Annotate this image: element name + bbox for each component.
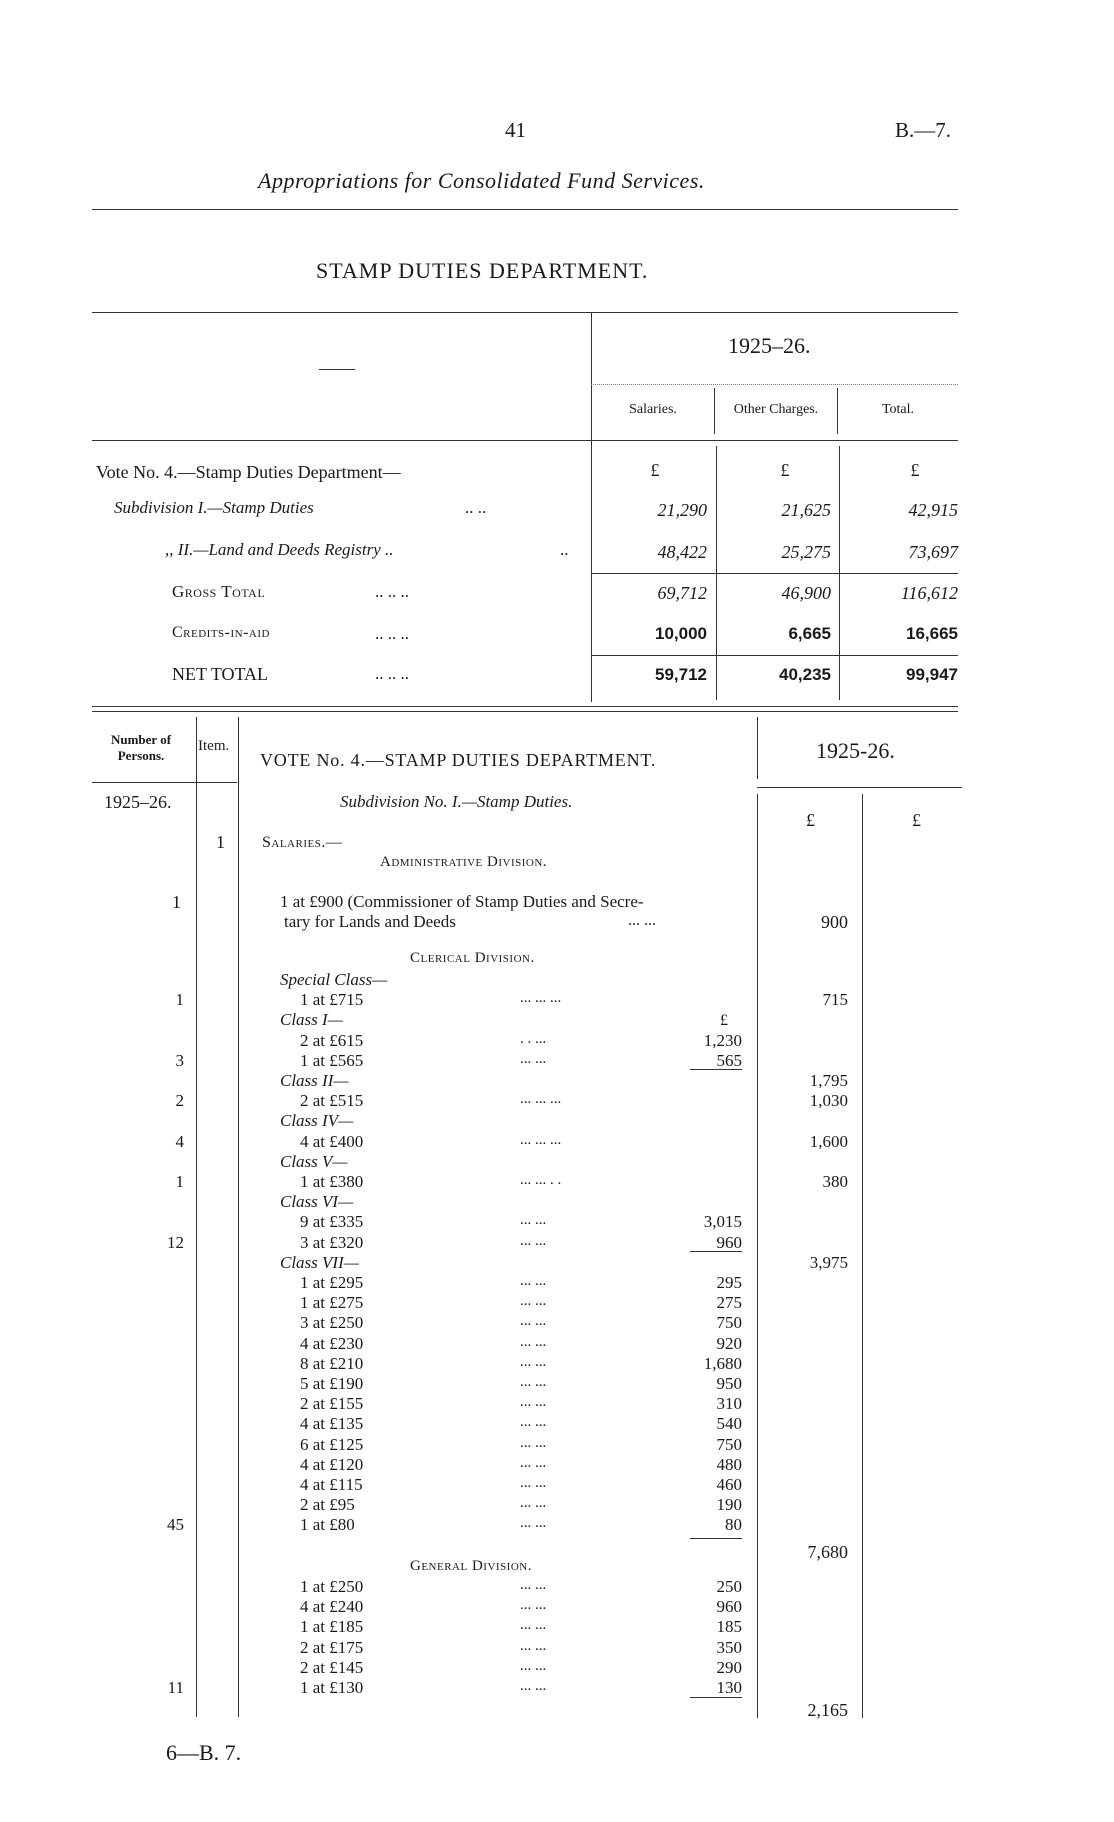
leader-dots: ... ... [520, 1414, 547, 1431]
currency-other: £ [780, 460, 790, 480]
subtotal-rule [690, 1069, 742, 1070]
inner-pound: £ [720, 1012, 728, 1029]
page-number: 41 [505, 118, 526, 142]
sub-amount: 275 [716, 1293, 742, 1313]
col-item: Item. [198, 738, 230, 754]
summary-salaries: 59,712 [655, 665, 707, 684]
rate-line: 2 at £615 [300, 1030, 364, 1050]
leader-dots: ... ... [520, 1050, 547, 1067]
col-head-other: Other Charges. [733, 402, 819, 417]
summary-vote-label: Vote No. 4.—Stamp Duties Department— [96, 462, 401, 482]
admin-dots: ... ... [628, 912, 656, 929]
rate-line: 2 at £175 [300, 1637, 364, 1657]
summary-total: 16,665 [906, 624, 958, 643]
sub-amount: 295 [716, 1273, 742, 1292]
summary-row-label: Gross Total [172, 582, 266, 601]
sub-amount: 1,680 [703, 1353, 742, 1373]
clerical-division: Clerical Division. [410, 950, 535, 966]
rate-line: 1 at £185 [300, 1617, 364, 1637]
summary-salaries: 21,290 [657, 500, 707, 520]
sub-amount: 250 [716, 1577, 742, 1596]
leader-dots: ... ... [520, 1313, 547, 1330]
persons-count: 3 [175, 1050, 184, 1070]
subtotal-rule [690, 1251, 742, 1252]
rate-line: 3 at £320 [300, 1232, 364, 1252]
total-amount: 1,795 [809, 1071, 848, 1090]
sub-amount: 960 [716, 1232, 742, 1252]
summary-row-label: ,, II.—Land and Deeds Registry .. [165, 540, 394, 559]
rate-line: 3 at £250 [300, 1313, 364, 1333]
summary-row-label: Subdivision I.—Stamp Duties [114, 498, 314, 517]
rate-line: 1 at £130 [300, 1678, 364, 1697]
total-amount: 3,975 [809, 1252, 848, 1272]
class-heading: Class VII— [280, 1252, 359, 1272]
sub-amount: 1,230 [703, 1030, 742, 1050]
rate-line: 4 at £240 [300, 1597, 364, 1617]
summary-other: 6,665 [788, 624, 831, 643]
leader-dots: ... ... ... [520, 990, 562, 1007]
rate-line: 1 at £295 [300, 1273, 364, 1292]
summary-total: 42,915 [908, 500, 958, 520]
rate-line: 1 at £565 [300, 1050, 364, 1070]
pound-col2: £ [912, 810, 921, 830]
sub-amount: 950 [716, 1374, 742, 1393]
summary-salaries: 10,000 [655, 624, 707, 643]
leader-dots: ... ... [520, 1374, 547, 1390]
summary-total: 73,697 [908, 542, 958, 562]
summary-row-dots: .. .. .. [375, 664, 409, 683]
class-heading: Class V— [280, 1151, 348, 1171]
rate-line: 4 at £135 [300, 1414, 364, 1434]
leader-dots: ... ... [520, 1475, 547, 1491]
rate-line: 1 at £80 [300, 1515, 355, 1535]
leader-dots: ... ... [520, 1495, 547, 1512]
general-division: General Division. [410, 1558, 532, 1574]
sub-amount: 565 [716, 1050, 742, 1070]
summary-row-label: Credits-in-aid [172, 624, 270, 641]
leader-dots: ... ... . . [520, 1172, 562, 1188]
total-amount: 715 [822, 990, 848, 1010]
detail-year: 1925-26. [816, 738, 895, 763]
leader-dots: ... ... [520, 1617, 547, 1634]
summary-other: 21,625 [781, 500, 831, 520]
detail-year-left: 1925–26. [104, 792, 172, 812]
col-number-persons: Number of Persons. [110, 732, 172, 763]
sub-amount: 750 [716, 1434, 742, 1454]
sub-amount: 3,015 [703, 1212, 742, 1232]
leader-dots: ... ... [520, 1434, 547, 1451]
summary-total: 116,612 [900, 583, 958, 603]
persons-count: 12 [167, 1232, 184, 1252]
summary-salaries: 69,712 [657, 583, 707, 603]
dept-title: STAMP DUTIES DEPARTMENT. [316, 258, 649, 283]
summary-other: 25,275 [781, 542, 831, 562]
rate-line: 4 at £400 [300, 1131, 364, 1151]
admin-amount: 900 [821, 912, 848, 932]
leader-dots: . . ... [520, 1030, 547, 1047]
persons-count: 1 [175, 990, 184, 1010]
leader-dots: ... ... [520, 1232, 547, 1249]
salaries-head: Salaries.— [262, 834, 343, 851]
series-code: B.—7. [895, 118, 952, 142]
currency-total: £ [910, 460, 920, 480]
rate-line: 4 at £230 [300, 1333, 364, 1353]
summary-row-dots: .. .. [465, 498, 487, 517]
sub-amount: 185 [716, 1617, 742, 1637]
persons-count: 45 [167, 1515, 184, 1535]
footer-signature: 6—B. 7. [166, 1740, 242, 1765]
leader-dots: ... ... ... [520, 1131, 562, 1148]
leader-dots: ... ... [520, 1577, 547, 1593]
sub-amount: 310 [716, 1394, 742, 1414]
summary-row-dots: .. .. .. [375, 582, 409, 601]
leader-dots: ... ... [520, 1333, 547, 1350]
persons-count: 2 [175, 1091, 184, 1111]
general-total: 2,165 [807, 1700, 848, 1720]
class-heading: Class I— [280, 1010, 343, 1030]
summary-salaries: 48,422 [657, 542, 707, 562]
class-heading: Class VI— [280, 1192, 354, 1212]
detail-subdivision: Subdivision No. I.—Stamp Duties. [340, 792, 573, 811]
summary-row-dots: .. [560, 540, 569, 559]
sub-amount: 920 [716, 1333, 742, 1353]
currency-salaries: £ [650, 460, 660, 480]
subtotal-rule [690, 1538, 742, 1539]
summary-row-dots: .. .. .. [375, 624, 409, 643]
sub-amount: 290 [716, 1657, 742, 1677]
leader-dots: ... ... [520, 1273, 547, 1289]
summary-row-label: NET TOTAL [172, 664, 269, 684]
leader-dots: ... ... ... [520, 1091, 562, 1108]
summary-total: 99,947 [906, 665, 958, 684]
summary-other: 40,235 [779, 665, 831, 684]
rate-line: 8 at £210 [300, 1353, 364, 1373]
total-amount: 1,600 [809, 1131, 848, 1151]
sub-amount: 750 [716, 1313, 742, 1333]
rate-line: 5 at £190 [300, 1374, 364, 1393]
summary-other: 46,900 [781, 583, 831, 603]
sub-amount: 350 [716, 1637, 742, 1657]
item-number: 1 [216, 832, 225, 852]
rate-line: 4 at £115 [300, 1475, 363, 1494]
sub-amount: 460 [716, 1475, 742, 1494]
rate-line: 2 at £95 [300, 1495, 355, 1515]
sub-amount: 480 [716, 1454, 742, 1474]
rate-line: 4 at £120 [300, 1454, 364, 1474]
leader-dots: ... ... [520, 1293, 547, 1310]
detail-vote-title: VOTE No. 4.—STAMP DUTIES DEPARTMENT. [260, 750, 657, 770]
col-head-total: Total. [881, 402, 915, 417]
page-subtitle: Appropriations for Consolidated Fund Services. [258, 168, 705, 193]
rate-line: 2 at £515 [300, 1091, 364, 1111]
sub-amount: 960 [716, 1597, 742, 1617]
sub-amount: 190 [716, 1495, 742, 1515]
leader-dots: ... ... [520, 1637, 547, 1654]
summary-year: 1925–26. [728, 333, 811, 358]
total-amount: 380 [822, 1172, 848, 1191]
header-rule [92, 209, 958, 210]
rate-line: 1 at £380 [300, 1172, 364, 1191]
admin-persons: 1 [172, 892, 181, 912]
sub-amount: 540 [716, 1414, 742, 1434]
sub-amount: 80 [725, 1515, 742, 1535]
leader-dots: ... ... [520, 1454, 547, 1471]
rate-line: 2 at £155 [300, 1394, 364, 1414]
class-heading: Class IV— [280, 1111, 354, 1131]
subtotal-rule [690, 1697, 742, 1698]
leader-dots: ... ... [520, 1353, 547, 1370]
rate-line: 2 at £145 [300, 1657, 364, 1677]
admin-division: Administrative Division. [380, 854, 548, 870]
persons-count: 1 [175, 1172, 184, 1191]
total-amount: 1,030 [809, 1091, 848, 1111]
rate-line: 9 at £335 [300, 1212, 364, 1232]
clerical-total: 7,680 [807, 1542, 848, 1562]
leader-dots: ... ... [520, 1212, 547, 1229]
pound-col1: £ [806, 810, 815, 830]
admin-line-1: 1 at £900 (Commissioner of Stamp Duties and Secre- [280, 892, 644, 911]
class-heading: Class II— [280, 1071, 349, 1090]
summary-dash: —— [319, 358, 355, 378]
rate-line: 1 at £715 [300, 990, 364, 1010]
rate-line: 1 at £250 [300, 1577, 364, 1596]
leader-dots: ... ... [520, 1394, 547, 1411]
leader-dots: ... ... [520, 1597, 547, 1614]
rate-line: 6 at £125 [300, 1434, 364, 1454]
leader-dots: ... ... [520, 1657, 547, 1674]
leader-dots: ... ... [520, 1678, 547, 1694]
persons-count: 4 [175, 1131, 184, 1151]
col-head-salaries: Salaries. [629, 402, 677, 417]
admin-line-2: tary for Lands and Deeds [284, 912, 456, 931]
leader-dots: ... ... [520, 1515, 547, 1532]
rate-line: 1 at £275 [300, 1293, 364, 1313]
persons-count: 11 [167, 1678, 184, 1697]
class-heading: Special Class— [280, 970, 388, 989]
sub-amount: 130 [716, 1678, 742, 1697]
